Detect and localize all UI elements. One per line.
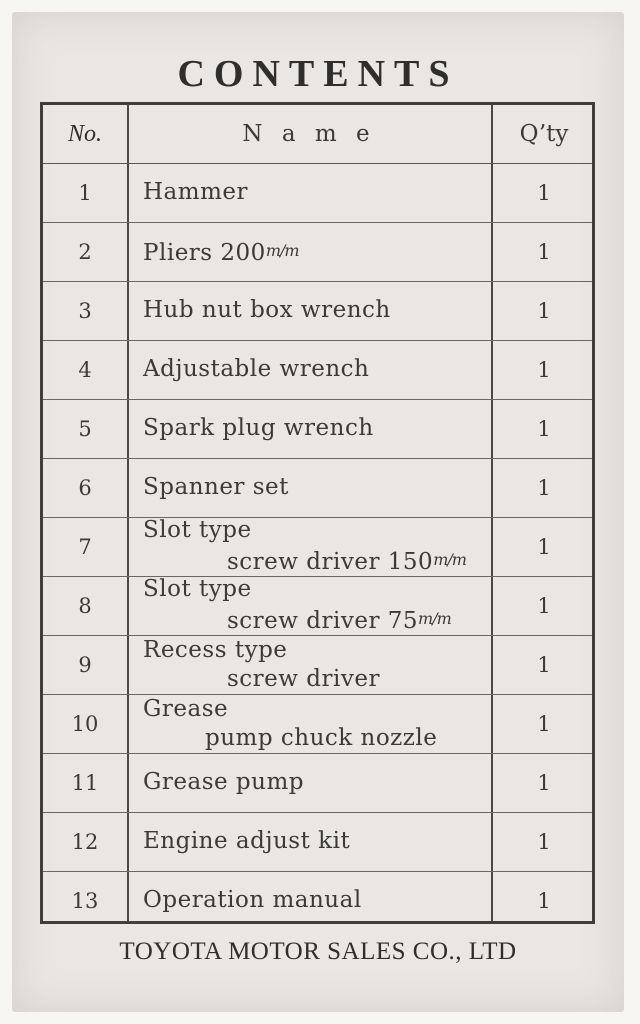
row-qty: 1 — [537, 239, 551, 264]
company-footer: TOYOTA MOTOR SALES CO., LTD — [119, 938, 517, 965]
item-name — [143, 236, 299, 268]
row-qty: 1 — [537, 416, 551, 441]
document-title: CONTENTS — [177, 53, 459, 95]
header-no: No. — [67, 120, 102, 147]
table-row — [43, 163, 592, 223]
row-qty: 1 — [537, 888, 551, 913]
table-header — [43, 105, 592, 164]
item-name — [143, 355, 369, 384]
row-name-cell — [129, 281, 489, 340]
table-row — [43, 871, 592, 930]
table-row — [43, 458, 592, 518]
row-number: 11 — [71, 770, 99, 795]
row-number: 3 — [78, 298, 92, 323]
item-name-line2-text: pump chuck nozzle — [205, 724, 438, 751]
row-name-cell — [129, 517, 489, 576]
item-name-line2-text: screw driver — [227, 665, 380, 692]
item-name — [143, 178, 248, 207]
item-name-line1: Spanner set — [143, 474, 289, 500]
row-number: 8 — [78, 593, 92, 618]
item-name-line1: Engine adjust kit — [143, 828, 351, 854]
row-name-cell — [129, 635, 489, 694]
row-number: 9 — [78, 652, 92, 677]
row-qty: 1 — [537, 711, 551, 736]
contents-table — [40, 102, 595, 924]
table-row — [43, 753, 592, 813]
row-qty: 1 — [537, 298, 551, 323]
item-name — [143, 414, 374, 443]
item-name-line1: Spark plug wrench — [143, 415, 374, 441]
row-name-cell — [129, 812, 489, 871]
item-name-line2 — [143, 545, 466, 577]
row-name-cell — [129, 576, 489, 635]
table-row — [43, 281, 592, 341]
item-name-line2 — [143, 665, 380, 694]
item-name — [143, 516, 466, 577]
item-name — [143, 768, 304, 797]
item-name-line1: Operation manual — [143, 887, 362, 913]
item-name-line1: Slot type — [143, 576, 252, 602]
row-qty: 1 — [537, 593, 551, 618]
item-name-line1: Pliers 200 — [143, 239, 266, 266]
table-row — [43, 222, 592, 282]
item-name-line1: Slot type — [143, 517, 252, 543]
row-number: 12 — [71, 829, 99, 854]
row-number: 2 — [78, 239, 92, 264]
item-name — [143, 636, 380, 694]
row-name-cell — [129, 458, 489, 517]
item-name-line2 — [143, 724, 437, 753]
row-name-cell — [129, 222, 489, 281]
item-name — [143, 296, 391, 325]
header-name: N a m e — [242, 121, 376, 147]
row-number: 4 — [78, 357, 92, 382]
item-name — [143, 886, 362, 915]
item-name-line2-text: screw driver 75 — [227, 608, 419, 634]
row-qty: 1 — [537, 770, 551, 795]
unit-mark: m/m — [265, 240, 299, 260]
item-name-line2 — [143, 604, 451, 636]
row-number: 7 — [78, 534, 92, 559]
row-number: 10 — [71, 711, 99, 736]
item-name — [143, 827, 350, 856]
table-row — [43, 517, 592, 577]
row-number: 13 — [71, 888, 99, 913]
row-qty: 1 — [537, 357, 551, 382]
item-name-line1: Grease — [143, 695, 229, 722]
unit-mark: m/m — [433, 550, 466, 569]
row-name-cell — [129, 753, 489, 812]
table-row — [43, 694, 592, 754]
table-row — [43, 576, 592, 636]
row-qty: 1 — [537, 475, 551, 500]
item-name-line1: Grease pump — [143, 769, 304, 795]
row-name-cell — [129, 694, 489, 753]
row-number: 1 — [78, 180, 92, 205]
row-name-cell — [129, 399, 489, 458]
row-number: 6 — [78, 475, 92, 500]
row-name-cell — [129, 340, 489, 399]
item-name — [143, 695, 437, 753]
table-row — [43, 635, 592, 695]
item-name-line1: Recess type — [143, 636, 288, 663]
contents-card — [12, 12, 624, 1012]
row-name-cell — [129, 163, 489, 222]
row-name-cell — [129, 871, 489, 930]
unit-mark: m/m — [418, 609, 451, 628]
row-qty: 1 — [537, 180, 551, 205]
item-name — [143, 575, 451, 636]
item-name-line2-text: screw driver 150 — [227, 549, 434, 575]
row-number: 5 — [78, 416, 92, 441]
table-row — [43, 812, 592, 872]
row-qty: 1 — [537, 829, 551, 854]
item-name-line1: Hub nut box wrench — [143, 297, 391, 323]
row-qty: 1 — [537, 652, 551, 677]
item-name-line1: Hammer — [143, 179, 248, 205]
item-name — [143, 473, 289, 502]
item-name-line1: Adjustable wrench — [143, 356, 370, 382]
table-row — [43, 340, 592, 400]
header-qty: Q’ty — [519, 121, 569, 147]
row-qty: 1 — [537, 534, 551, 559]
table-row — [43, 399, 592, 459]
